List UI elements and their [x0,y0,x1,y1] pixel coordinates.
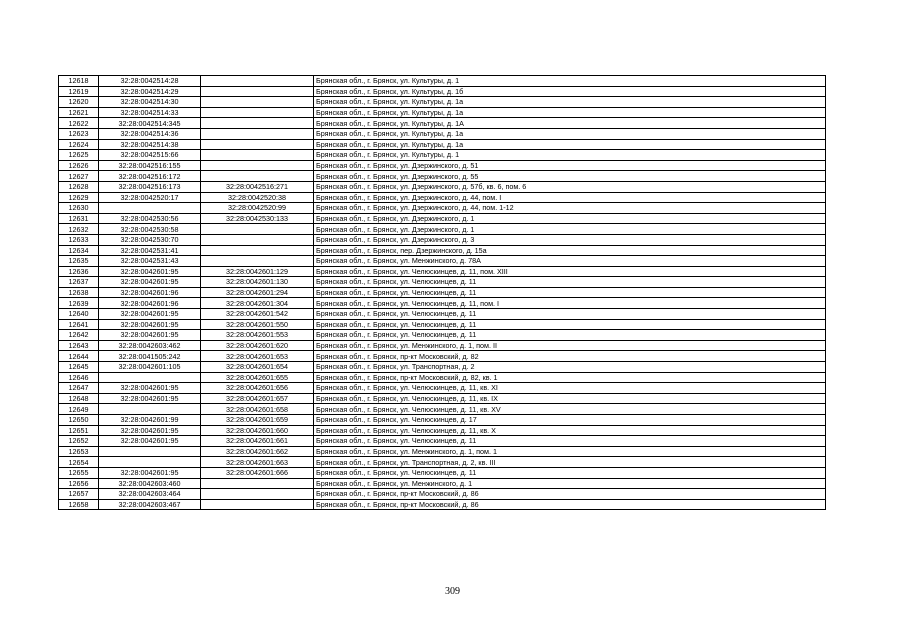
table-row [59,139,826,150]
cadastral-number-cell: 32:28:0042516:155 [99,160,201,171]
table-row [59,425,826,436]
object-number-cell [201,171,314,182]
object-number-cell [201,160,314,171]
address-cell: Брянская обл., г. Брянск, ул. Челюскинцев, д. 11, пом. XIII [314,266,826,277]
cadastral-number-cell: 32:28:0042601:95 [99,319,201,330]
object-number-cell [201,118,314,129]
cadastral-number-cell: 32:28:0042531:41 [99,245,201,256]
table-row [59,150,826,161]
address-cell: Брянская обл., г. Брянск, ул. Челюскинцев, д. 11 [314,467,826,478]
row-number-cell: 12638 [59,287,99,298]
row-number-cell: 12653 [59,446,99,457]
cadastral-number-cell: 32:28:0042601:95 [99,467,201,478]
row-number-cell: 12621 [59,107,99,118]
row-number-cell: 12620 [59,97,99,108]
address-cell: Брянская обл., г. Брянск, ул. Транспортная, д. 2 [314,362,826,373]
cadastral-number-cell: 32:28:0042603:467 [99,499,201,510]
address-cell: Брянская обл., г. Брянск, ул. Дзержинского, д. 3 [314,234,826,245]
object-number-cell: 32:28:0042601:663 [201,457,314,468]
address-cell: Брянская обл., г. Брянск, ул. Культуры, д. 1а [314,128,826,139]
cadastral-number-cell: 32:28:0042514:29 [99,86,201,97]
row-number-cell: 12654 [59,457,99,468]
table-row [59,213,826,224]
address-cell: Брянская обл., г. Брянск, ул. Челюскинцев, д. 11, кв. XV [314,404,826,415]
address-cell: Брянская обл., г. Брянск, ул. Менжинского, д. 1 [314,478,826,489]
object-number-cell [201,234,314,245]
row-number-cell: 12644 [59,351,99,362]
object-number-cell: 32:28:0042601:659 [201,415,314,426]
address-cell: Брянская обл., г. Брянск, ул. Дзержинского, д. 51 [314,160,826,171]
table-row [59,245,826,256]
address-cell: Брянская обл., г. Брянск, ул. Челюскинцев, д. 11 [314,309,826,320]
object-number-cell: 32:28:0042520:99 [201,203,314,214]
table-row [59,128,826,139]
table-row [59,203,826,214]
table-row [59,160,826,171]
cadastral-number-cell [99,372,201,383]
cadastral-number-cell: 32:28:0042601:95 [99,277,201,288]
cadastral-table [58,75,826,510]
object-number-cell: 32:28:0042601:542 [201,309,314,320]
address-cell: Брянская обл., г. Брянск, ул. Дзержинского, д. 57б, кв. 6, пом. 6 [314,181,826,192]
address-cell: Брянская обл., г. Брянск, ул. Челюскинцев, д. 11, кв. IX [314,393,826,404]
object-number-cell: 32:28:0042601:655 [201,372,314,383]
row-number-cell: 12627 [59,171,99,182]
row-number-cell: 12656 [59,478,99,489]
row-number-cell: 12618 [59,76,99,87]
row-number-cell: 12623 [59,128,99,139]
cadastral-number-cell [99,404,201,415]
object-number-cell: 32:28:0042601:660 [201,425,314,436]
row-number-cell: 12628 [59,181,99,192]
row-number-cell: 12629 [59,192,99,203]
table-row [59,76,826,87]
address-cell: Брянская обл., г. Брянск, пр-кт Московский, д. 86 [314,489,826,500]
address-cell: Брянская обл., г. Брянск, ул. Челюскинцев, д. 17 [314,415,826,426]
row-number-cell: 12643 [59,340,99,351]
table-row [59,478,826,489]
table-row [59,86,826,97]
row-number-cell: 12648 [59,393,99,404]
row-number-cell: 12651 [59,425,99,436]
table-row [59,97,826,108]
object-number-cell: 32:28:0042601:654 [201,362,314,373]
object-number-cell: 32:28:0042601:661 [201,436,314,447]
cadastral-number-cell: 32:28:0042520:17 [99,192,201,203]
address-cell: Брянская обл., г. Брянск, ул. Челюскинцев, д. 11, пом. I [314,298,826,309]
address-cell: Брянская обл., г. Брянск, ул. Челюскинцев, д. 11, кв. X [314,425,826,436]
address-cell: Брянская обл., г. Брянск, ул. Культуры, д. 1а [314,139,826,150]
row-number-cell: 12637 [59,277,99,288]
row-number-cell: 12634 [59,245,99,256]
row-number-cell: 12649 [59,404,99,415]
table-row [59,118,826,129]
row-number-cell: 12636 [59,266,99,277]
row-number-cell: 12645 [59,362,99,373]
row-number-cell: 12647 [59,383,99,394]
table-body [59,76,826,510]
object-number-cell: 32:28:0042601:656 [201,383,314,394]
address-cell: Брянская обл., г. Брянск, ул. Челюскинцев, д. 11 [314,277,826,288]
address-cell: Брянская обл., г. Брянск, ул. Менжинского, д. 78А [314,256,826,267]
table-row [59,383,826,394]
cadastral-number-cell: 32:28:0042514:36 [99,128,201,139]
address-cell: Брянская обл., г. Брянск, пр-кт Московский, д. 86 [314,499,826,510]
table-row [59,446,826,457]
table-row [59,467,826,478]
cadastral-number-cell: 32:28:0042601:99 [99,415,201,426]
row-number-cell: 12625 [59,150,99,161]
table-row [59,171,826,182]
cadastral-number-cell [99,203,201,214]
row-number-cell: 12641 [59,319,99,330]
table-row [59,181,826,192]
table-row [59,298,826,309]
row-number-cell: 12655 [59,467,99,478]
table-row [59,489,826,500]
address-cell: Брянская обл., г. Брянск, ул. Менжинского, д. 1, пом. 1 [314,446,826,457]
cadastral-number-cell: 32:28:0042530:56 [99,213,201,224]
object-number-cell: 32:28:0042601:620 [201,340,314,351]
table-row [59,234,826,245]
address-cell: Брянская обл., г. Брянск, ул. Челюскинцев, д. 11 [314,319,826,330]
table-row [59,404,826,415]
cadastral-number-cell: 32:28:0042514:33 [99,107,201,118]
row-number-cell: 12658 [59,499,99,510]
object-number-cell: 32:28:0042516:271 [201,181,314,192]
object-number-cell: 32:28:0042520:38 [201,192,314,203]
cadastral-number-cell: 32:28:0042530:70 [99,234,201,245]
cadastral-number-cell: 32:28:0042516:172 [99,171,201,182]
table-row [59,372,826,383]
cadastral-number-cell: 32:28:0042601:105 [99,362,201,373]
cadastral-number-cell: 32:28:0042601:95 [99,266,201,277]
cadastral-number-cell: 32:28:0042603:464 [99,489,201,500]
cadastral-number-cell: 32:28:0042601:95 [99,393,201,404]
cadastral-number-cell: 32:28:0042603:460 [99,478,201,489]
object-number-cell: 32:28:0042601:653 [201,351,314,362]
table-row [59,319,826,330]
table-row [59,266,826,277]
table-row [59,457,826,468]
object-number-cell: 32:28:0042601:658 [201,404,314,415]
table-row [59,362,826,373]
row-number-cell: 12635 [59,256,99,267]
cadastral-number-cell: 32:28:0041505:242 [99,351,201,362]
address-cell: Брянская обл., г. Брянск, пр-кт Московский, д. 82 [314,351,826,362]
cadastral-number-cell: 32:28:0042516:173 [99,181,201,192]
row-number-cell: 12640 [59,309,99,320]
address-cell: Брянская обл., г. Брянск, ул. Челюскинцев, д. 11, кв. XI [314,383,826,394]
cadastral-number-cell: 32:28:0042514:28 [99,76,201,87]
row-number-cell: 12622 [59,118,99,129]
cadastral-number-cell: 32:28:0042601:95 [99,425,201,436]
row-number-cell: 12626 [59,160,99,171]
cadastral-number-cell: 32:28:0042515:66 [99,150,201,161]
object-number-cell: 32:28:0042601:662 [201,446,314,457]
table-row [59,192,826,203]
address-cell: Брянская обл., г. Брянск, пр-кт Московский, д. 82, кв. 1 [314,372,826,383]
cadastral-number-cell: 32:28:0042601:95 [99,309,201,320]
object-number-cell: 32:28:0042601:553 [201,330,314,341]
address-cell: Брянская обл., г. Брянск, ул. Культуры, д. 1а [314,97,826,108]
object-number-cell [201,150,314,161]
object-number-cell: 32:28:0042601:550 [201,319,314,330]
table-row [59,256,826,267]
table-row [59,436,826,447]
cadastral-number-cell: 32:28:0042514:345 [99,118,201,129]
row-number-cell: 12632 [59,224,99,235]
cadastral-number-cell: 32:28:0042514:30 [99,97,201,108]
address-cell: Брянская обл., г. Брянск, ул. Дзержинского, д. 55 [314,171,826,182]
table-row [59,351,826,362]
object-number-cell [201,76,314,87]
address-cell: Брянская обл., г. Брянск, ул. Культуры, д. 1 [314,150,826,161]
table-row [59,107,826,118]
row-number-cell: 12630 [59,203,99,214]
row-number-cell: 12652 [59,436,99,447]
address-cell: Брянская обл., г. Брянск, ул. Дзержинского, д. 44, пом. I [314,192,826,203]
object-number-cell [201,86,314,97]
row-number-cell: 12624 [59,139,99,150]
row-number-cell: 12633 [59,234,99,245]
address-cell: Брянская обл., г. Брянск, ул. Менжинского, д. 1, пом. II [314,340,826,351]
object-number-cell: 32:28:0042601:666 [201,467,314,478]
address-cell: Брянская обл., г. Брянск, ул. Дзержинского, д. 44, пом. 1-12 [314,203,826,214]
cadastral-number-cell: 32:28:0042601:95 [99,436,201,447]
cadastral-number-cell: 32:28:0042530:58 [99,224,201,235]
address-cell: Брянская обл., г. Брянск, пер. Дзержинского, д. 15а [314,245,826,256]
table-row [59,224,826,235]
address-cell: Брянская обл., г. Брянск, ул. Транспортная, д. 2, кв. III [314,457,826,468]
row-number-cell: 12619 [59,86,99,97]
row-number-cell: 12657 [59,489,99,500]
object-number-cell [201,97,314,108]
object-number-cell [201,107,314,118]
address-cell: Брянская обл., г. Брянск, ул. Культуры, д. 1 [314,76,826,87]
row-number-cell: 12642 [59,330,99,341]
object-number-cell [201,224,314,235]
address-cell: Брянская обл., г. Брянск, ул. Челюскинцев, д. 11 [314,436,826,447]
object-number-cell: 32:28:0042601:129 [201,266,314,277]
object-number-cell: 32:28:0042530:133 [201,213,314,224]
address-cell: Брянская обл., г. Брянск, ул. Культуры, д. 1А [314,118,826,129]
page-number: 309 [445,586,460,597]
cadastral-number-cell: 32:28:0042603:462 [99,340,201,351]
cadastral-number-cell: 32:28:0042514:38 [99,139,201,150]
address-cell: Брянская обл., г. Брянск, ул. Дзержинского, д. 1 [314,224,826,235]
row-number-cell: 12650 [59,415,99,426]
table-row [59,499,826,510]
cadastral-number-cell: 32:28:0042601:95 [99,383,201,394]
object-number-cell [201,489,314,500]
address-cell: Брянская обл., г. Брянск, ул. Челюскинцев, д. 11 [314,287,826,298]
table-row [59,415,826,426]
table-row [59,330,826,341]
row-number-cell: 12639 [59,298,99,309]
object-number-cell [201,256,314,267]
object-number-cell [201,139,314,150]
table-row [59,340,826,351]
object-number-cell: 32:28:0042601:657 [201,393,314,404]
address-cell: Брянская обл., г. Брянск, ул. Культуры, д. 1б [314,86,826,97]
object-number-cell: 32:28:0042601:304 [201,298,314,309]
address-cell: Брянская обл., г. Брянск, ул. Челюскинцев, д. 11 [314,330,826,341]
table-row [59,393,826,404]
cadastral-number-cell [99,457,201,468]
object-number-cell [201,499,314,510]
cadastral-number-cell [99,446,201,457]
object-number-cell: 32:28:0042601:130 [201,277,314,288]
object-number-cell: 32:28:0042601:294 [201,287,314,298]
cadastral-number-cell: 32:28:0042531:43 [99,256,201,267]
address-cell: Брянская обл., г. Брянск, ул. Культуры, д. 1а [314,107,826,118]
object-number-cell [201,245,314,256]
table-row [59,309,826,320]
table-row [59,277,826,288]
cadastral-number-cell: 32:28:0042601:96 [99,298,201,309]
cadastral-number-cell: 32:28:0042601:96 [99,287,201,298]
object-number-cell [201,128,314,139]
cadastral-number-cell: 32:28:0042601:95 [99,330,201,341]
object-number-cell [201,478,314,489]
address-cell: Брянская обл., г. Брянск, ул. Дзержинского, д. 1 [314,213,826,224]
row-number-cell: 12631 [59,213,99,224]
table-row [59,287,826,298]
row-number-cell: 12646 [59,372,99,383]
